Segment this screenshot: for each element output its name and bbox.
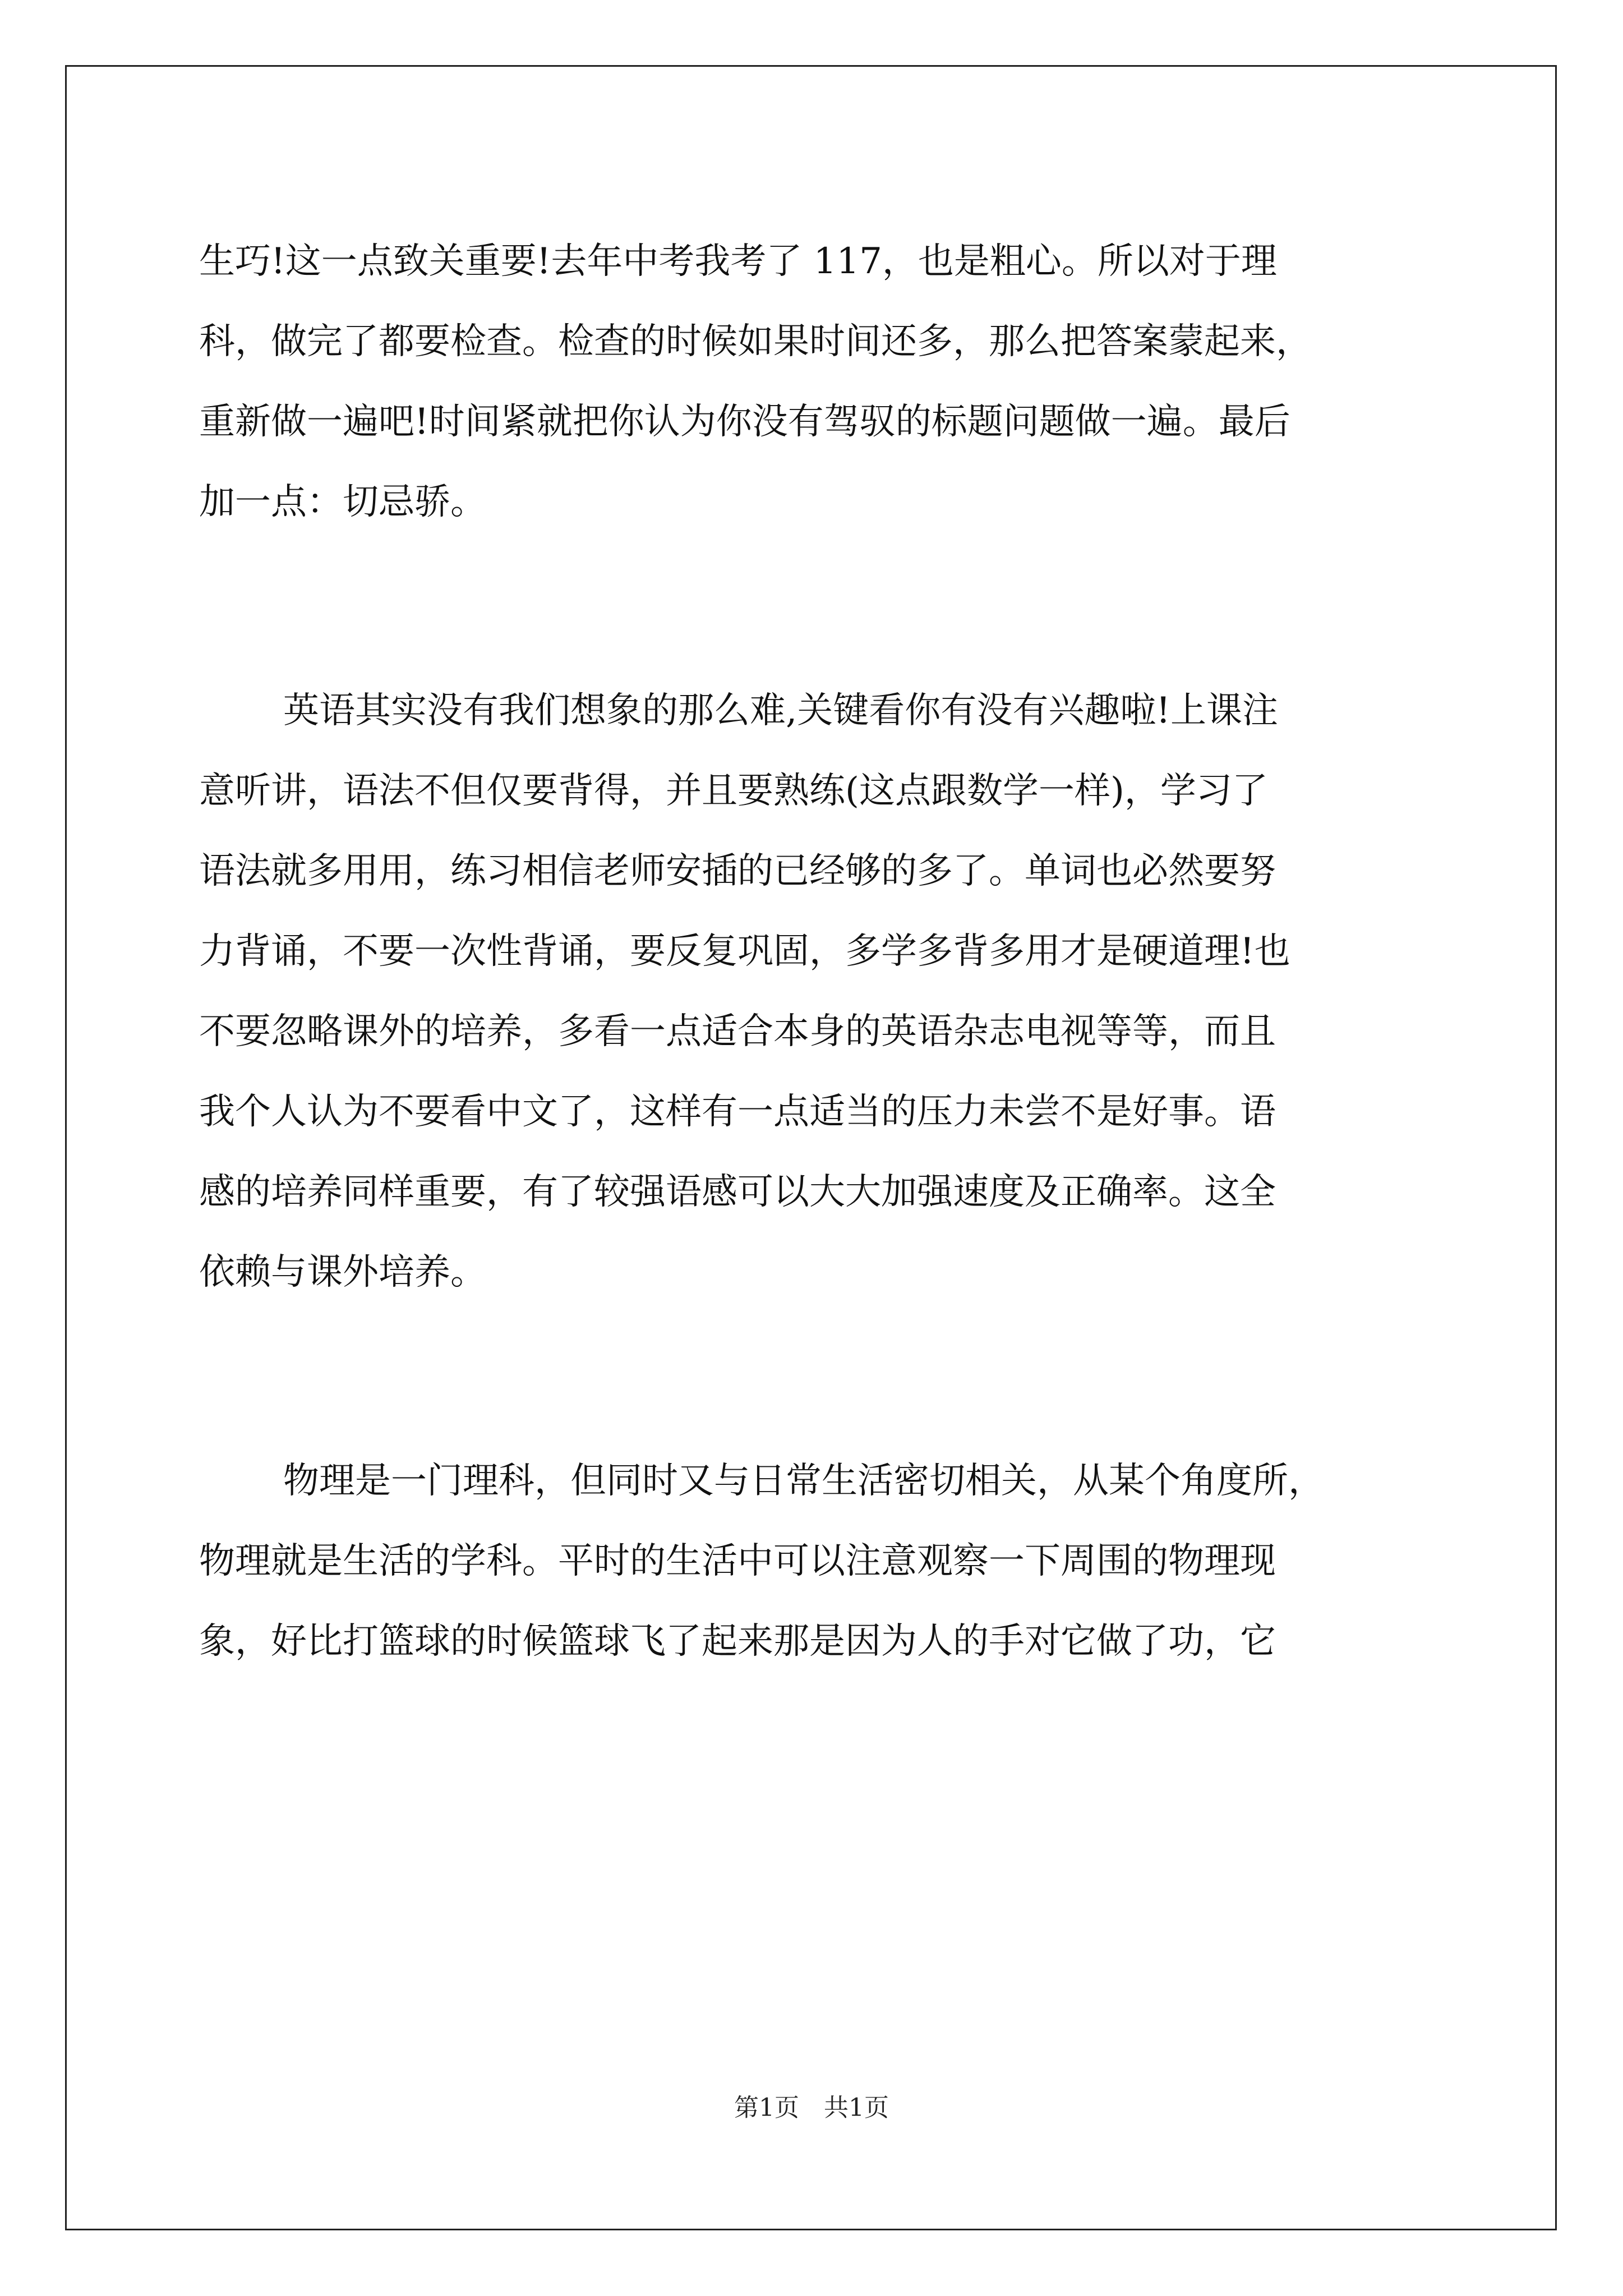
text-line: 象，好比打篮球的时候篮球飞了起来那是因为人的手对它做了功，它	[199, 1621, 1276, 1662]
text-line: 语法就多用用，练习相信老师安插的已经够的多了。单词也必然要努	[199, 850, 1276, 892]
text-line: 不要忽略课外的培养，多看一点适合本身的英语杂志电视等等，而且	[199, 1011, 1276, 1052]
document-body	[199, 222, 1438, 1682]
text-line: 重新做一遍吧!时间紧就把你认为你没有驾驭的标题问题做一遍。最后	[199, 401, 1290, 443]
text-line: 英语其实没有我们想象的那么难,关键看你有没有兴趣啦!上课注	[283, 690, 1279, 731]
text-line: 科，做完了都要检查。检查的时候如果时间还多，那么把答案蒙起来，	[199, 321, 1312, 362]
paragraph-3	[199, 1441, 1438, 1682]
text-line: 感的培养同样重要，有了较强语感可以大大加强速度及正确率。这全	[199, 1171, 1276, 1213]
page-footer	[0, 2091, 1623, 2125]
text-line: 依赖与课外培养。	[199, 1251, 486, 1293]
text-line: 意听讲，语法不但仅要背得，并且要熟练(这点跟数学一样)，学习了	[199, 770, 1268, 812]
text-line: 物理就是生活的学科。平时的生活中可以注意观察一下周围的物理现	[199, 1540, 1276, 1582]
text-line: 我个人认为不要看中文了，这样有一点适当的压力未尝不是好事。语	[199, 1091, 1276, 1133]
paragraph-1	[199, 222, 1438, 542]
text-line: 加一点：切忌骄。	[199, 481, 486, 523]
page-number-label: 第1页 共1页	[734, 2093, 889, 2122]
text-line: 生巧!这一点致关重要!去年中考我考了 117，也是粗心。所以对于理	[199, 241, 1277, 282]
paragraph-2	[199, 671, 1438, 1313]
paragraph-spacer	[199, 542, 1438, 671]
text-line: 力背诵，不要一次性背诵，要反复巩固，多学多背多用才是硬道理!也	[199, 931, 1290, 972]
paragraph-spacer	[199, 1313, 1438, 1441]
text-line: 物理是一门理科，但同时又与日常生活密切相关，从某个角度所，	[283, 1460, 1324, 1502]
